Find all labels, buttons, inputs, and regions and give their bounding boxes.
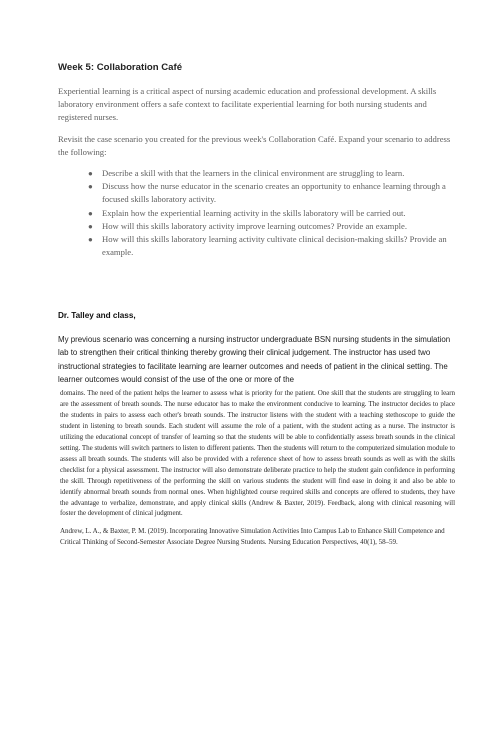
list-item-text: How will this skills laboratory activity improve learning outcomes? Provide an example. (102, 220, 408, 231)
list-item (88, 207, 453, 220)
scanned-paragraph: domains. The need of the patient helps the learner to assess what is priority for the patient. One skill that the students are struggling to learn are the assessment of breath sounds. The nurse educator has to make the environment conducive to learning. The instructor decides to place the students in pairs to assess each other's breath sounds. The instructor listens with the student with a teaching stethoscope to guide the student in listening to breath sounds. Each student will assume the role of a patient, with the student acting as a nurse. The instructor is utilizing the educational concept of transfer of learning so that the students will be able to confidentially assess breath sounds in the clinical setting. The students will switch partners to listen to different patients. Then the students will return to the computerized simulation module to assess all breath sounds. The students will also be provided with a reference sheet of how to assess breath sounds as well as with the skills checklist for a physical assessment. The instructor will also demonstrate deliberate practice to help the student gain confidence in performing the skill. Through repetitiveness of the performing the skill on various students the student will find ease in doing it and also be able to identify abnormal breath sounds from normal ones. When highlighted course required skills and concepts are offered to students, they have the advantage to verbalize, demonstrate, and apply clinical skills (Andrew & Baxter, 2019). Feedback, along with clinical reasoning will foster the development of clinical judgment. (60, 389, 455, 518)
assignment-title: Week 5: Collaboration Café (58, 62, 183, 73)
reference-entry: Andrew, L. A., & Baxter, P. M. (2019). Incorporating Innovative Simulation Activities Into Campus Lab to Enhance Skill Competence and Critical Thinking of Second-Semester Associate Degree Nursing Students. Nursing Education Perspectives, 40(1), 58–59. (60, 527, 445, 547)
list-item (88, 233, 453, 259)
list-item-text: Explain how the experiential learning activity in the skills laboratory will be carried out. (102, 207, 406, 218)
list-item (88, 167, 453, 180)
bullet-icon: ● (88, 221, 93, 231)
bullet-icon: ● (88, 235, 93, 245)
instructions-paragraph: Revisit the case scenario you created for the previous week's Collaboration Café. Expand your scenario to address the following: (58, 133, 451, 157)
list-item (88, 220, 453, 233)
list-item-text: Discuss how the nurse educator in the scenario creates an opportunity to enhance learning through a focused skills laboratory activity. (102, 181, 446, 205)
bullet-icon: ● (88, 182, 93, 192)
reply-greeting: Dr. Talley and class, (58, 311, 136, 320)
list-item-text: Describe a skill with that the learners in the clinical environment are struggling to learn. (102, 168, 405, 179)
assignment-prompt (58, 62, 453, 259)
requirements-list (58, 167, 453, 259)
list-item (88, 180, 453, 206)
intro-paragraph: Experiential learning is a critical aspect of nursing academic education and professional development. A skills laboratory environment offers a safe context to facilitate experiential learning for both nursing students and registered nurses. (58, 86, 437, 123)
bullet-icon: ● (88, 169, 93, 179)
bullet-icon: ● (88, 208, 93, 218)
reply-paragraph: My previous scenario was concerning a nursing instructor undergraduate BSN nursing students in the simulation lab to strengthen their critical thinking thereby growing their clinical judgement. The instructor has used two instructional strategies to facilitate learning are learner outcomes and needs of patient in the clinical setting. The learner outcomes would consist of the use of the one or more of the (58, 335, 451, 385)
list-item-text: How will this skills laboratory learning activity cultivate clinical decision-making skills? Provide an example. (102, 234, 447, 258)
discussion-reply (58, 311, 458, 387)
scanned-continuation (60, 388, 455, 548)
